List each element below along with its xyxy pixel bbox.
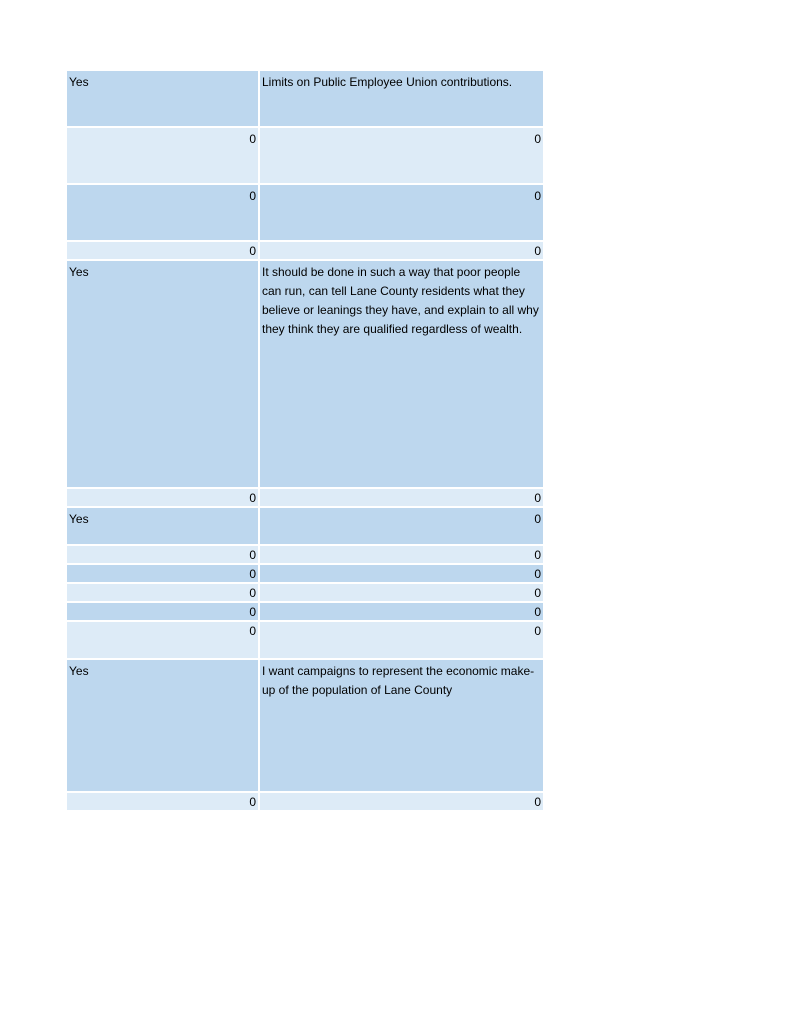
table-cell: Limits on Public Employee Union contributions.: [262, 75, 513, 89]
table-cell: Yes: [67, 660, 260, 791]
table-row: [67, 71, 543, 128]
table-cell: 0: [67, 622, 260, 658]
table-cell: 0: [534, 567, 541, 581]
table-cell: 0: [534, 605, 541, 619]
table-cell: 0: [534, 795, 541, 809]
table-cell: 0: [67, 565, 260, 582]
table-row: [67, 584, 543, 603]
table-cell: 0: [67, 128, 260, 183]
table-row: [67, 185, 543, 242]
table-cell: 0: [534, 586, 541, 600]
table-row: [67, 546, 543, 565]
table-cell: 0: [534, 512, 541, 526]
table-cell: 0: [534, 491, 541, 505]
table-cell: 0: [67, 489, 260, 506]
table-cell: 0: [67, 546, 260, 563]
table-cell: 0: [67, 185, 260, 240]
table-row: [67, 660, 543, 793]
table-row: [67, 622, 543, 660]
table-row: [67, 261, 543, 489]
table-cell: It should be done in such a way that poor people can run, can tell Lane County residents what they believe or leanings they have, and explain to all why they think they are qualified regardless of wealth.: [262, 265, 539, 336]
table-cell: 0: [534, 132, 541, 146]
table-cell: 0: [67, 242, 260, 259]
table-row: [67, 603, 543, 622]
table-cell: 0: [534, 548, 541, 562]
table-cell: 0: [67, 584, 260, 601]
table-cell: 0: [534, 189, 541, 203]
table-cell: Yes: [67, 508, 260, 544]
table-cell: Yes: [67, 261, 260, 487]
table-row: [67, 565, 543, 584]
table-cell: 0: [67, 793, 260, 810]
table-row: [67, 128, 543, 185]
table-cell: 0: [534, 244, 541, 258]
table-row: [67, 242, 543, 261]
table-row: [67, 508, 543, 546]
table-cell: I want campaigns to represent the economic make-up of the population of Lane County: [262, 664, 535, 697]
table-cell: 0: [534, 624, 541, 638]
table-cell: 0: [67, 603, 260, 620]
table-row: [67, 793, 543, 812]
table-row: [67, 489, 543, 508]
table-cell: Yes: [67, 71, 260, 126]
spreadsheet-table: [67, 71, 543, 812]
